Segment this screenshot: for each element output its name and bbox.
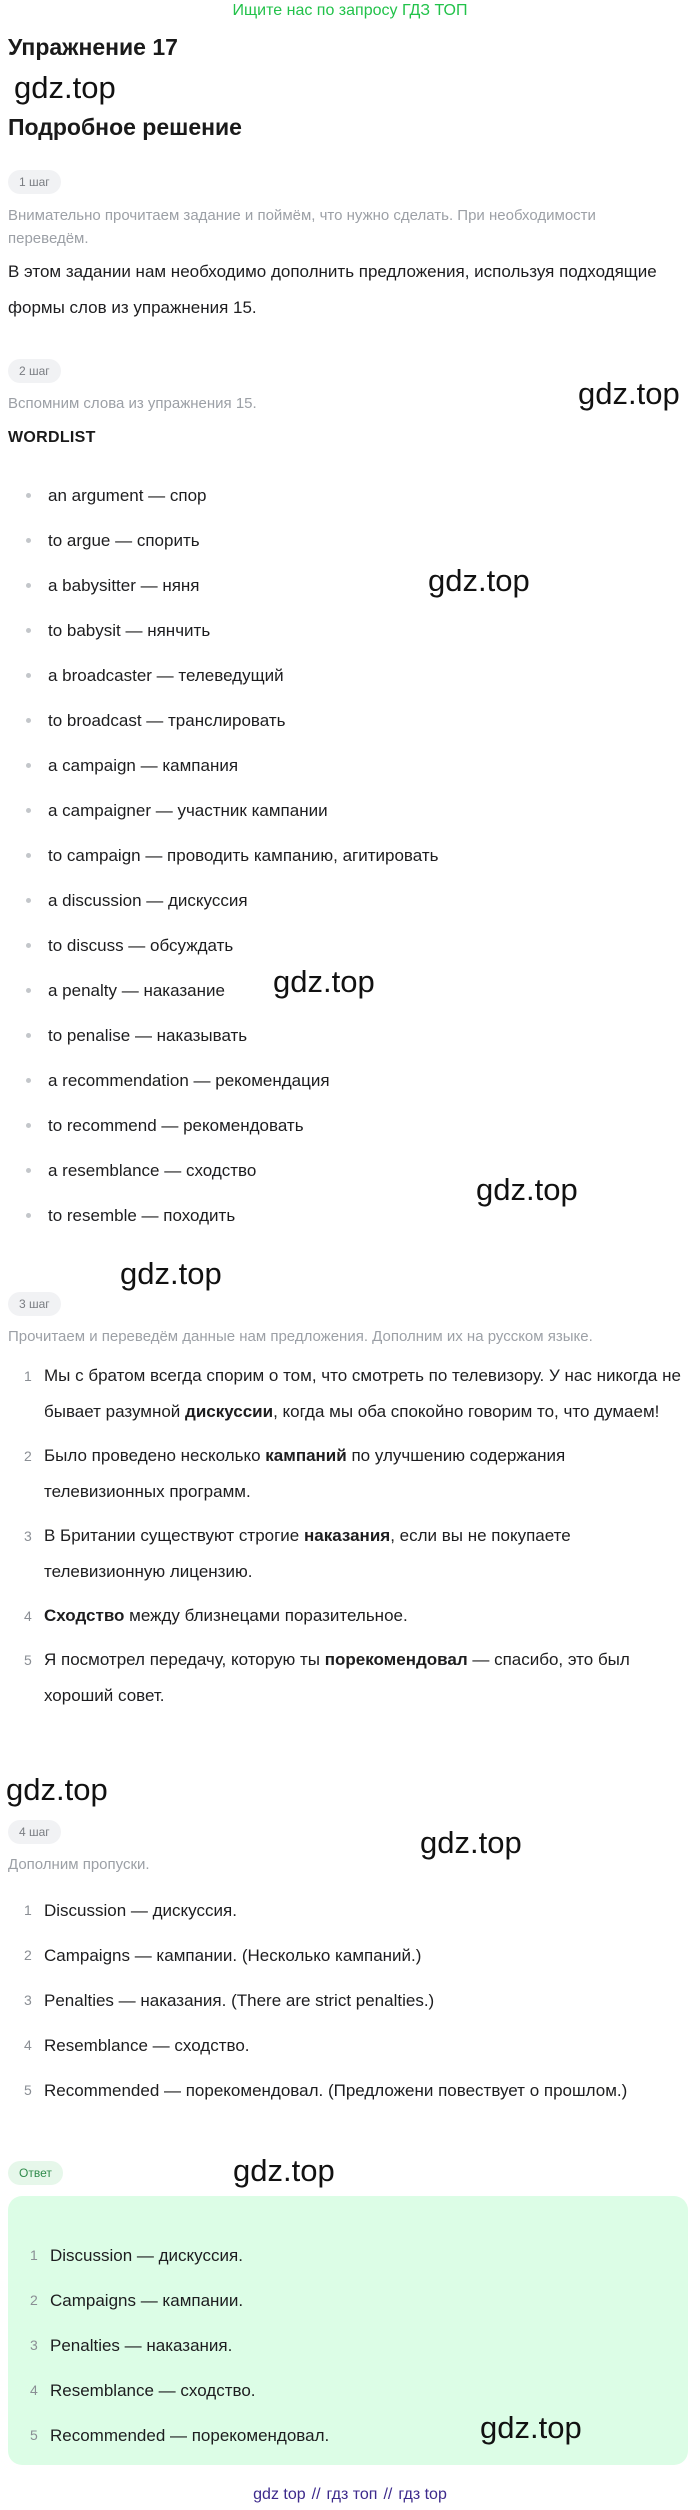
bullet-icon xyxy=(26,1213,31,1218)
step-4-answers xyxy=(0,1888,690,2113)
watermark: gdz.top xyxy=(120,1256,222,1291)
step-2-hint: Вспомним слова из упражнения 15. xyxy=(8,395,257,412)
step-4-badge: 4 шаг xyxy=(8,1820,61,1844)
search-banner[interactable]: Ищите нас по запросу ГДЗ ТОП xyxy=(232,2,468,19)
footer-link-gdz-top-ru[interactable]: гдз топ xyxy=(326,2486,378,2503)
item-number: 2 xyxy=(24,1448,32,1464)
wordlist-item xyxy=(0,653,690,698)
bullet-icon xyxy=(26,538,31,543)
solution-heading: Подробное решение xyxy=(8,114,242,140)
footer-links xyxy=(0,2483,700,2507)
item-number: 5 xyxy=(30,2427,38,2443)
step-1-badge: 1 шаг xyxy=(8,170,61,194)
bullet-icon xyxy=(26,853,31,858)
wordlist-item-text: to discuss — обсуждать xyxy=(48,936,234,955)
bullet-icon xyxy=(26,763,31,768)
sentence-answer-word: кампаний xyxy=(265,1446,347,1465)
bullet-icon xyxy=(26,628,31,633)
item-text: Discussion — дискуссия. xyxy=(44,1901,237,1920)
wordlist-item xyxy=(0,833,690,878)
step-2-badge: 2 шаг xyxy=(8,359,61,383)
fill-item xyxy=(0,2068,690,2113)
wordlist-item xyxy=(0,1193,690,1238)
item-text: Discussion — дискуссия. xyxy=(50,2246,243,2265)
bullet-icon xyxy=(26,1168,31,1173)
wordlist-item xyxy=(0,563,690,608)
sentence-answer-word: Сходство xyxy=(44,1606,125,1625)
wordlist xyxy=(0,473,690,1238)
wordlist-item-text: a discussion — дискуссия xyxy=(48,891,248,910)
wordlist-item xyxy=(0,608,690,653)
wordlist-item-text: a campaigner — участник кампании xyxy=(48,801,328,820)
watermark: gdz.top xyxy=(428,563,530,598)
step-3-hint: Прочитаем и переведём данные нам предложения. Дополним их на русском языке. xyxy=(8,1328,593,1345)
fill-item xyxy=(0,1978,690,2023)
fill-item xyxy=(0,2023,690,2068)
bullet-icon xyxy=(26,583,31,588)
sentence-text: В Британии существуют строгие xyxy=(44,1526,304,1545)
sentence-text: по улучшению содержания телевизионных программ. xyxy=(44,1446,566,1501)
item-number: 5 xyxy=(24,1652,32,1668)
item-text: Penalties — наказания. (There are strict penalties.) xyxy=(44,1991,435,2010)
wordlist-item xyxy=(0,698,690,743)
step-1-hint: Внимательно прочитаем задание и поймём, что нужно сделать. При необходимости переведём. xyxy=(8,207,596,247)
item-number: 3 xyxy=(30,2337,38,2353)
sentence-text: Было проведено несколько xyxy=(44,1446,266,1465)
wordlist-item-text: to argue — спорить xyxy=(48,531,200,550)
sentence-item xyxy=(0,1358,690,1430)
step-4-hint: Дополним пропуски. xyxy=(8,1856,150,1873)
item-text: Campaigns — кампании. xyxy=(50,2291,244,2310)
answer-list xyxy=(6,2233,696,2458)
footer-link-gdz-top-mixed[interactable]: гдз top xyxy=(398,2486,447,2503)
item-number: 4 xyxy=(30,2382,38,2398)
wordlist-item-text: a resemblance — сходство xyxy=(48,1161,257,1180)
wordlist-item xyxy=(0,923,690,968)
fill-item xyxy=(0,1933,690,1978)
watermark: gdz.top xyxy=(14,70,116,105)
fill-item xyxy=(0,1888,690,1933)
wordlist-item xyxy=(0,518,690,563)
wordlist-item-text: to babysit — нянчить xyxy=(48,621,211,640)
bullet-icon xyxy=(26,943,31,948)
page-title: Упражнение 17 xyxy=(8,34,178,60)
sentence-answer-word: дискуссии xyxy=(185,1402,274,1421)
watermark: gdz.top xyxy=(578,376,680,411)
step-3-badge: 3 шаг xyxy=(8,1292,61,1316)
item-number: 1 xyxy=(24,1368,32,1384)
answer-badge: Ответ xyxy=(8,2161,63,2185)
watermark: gdz.top xyxy=(476,1172,578,1207)
item-text: Resemblance — сходство. xyxy=(44,2036,250,2055)
sentence-text: , если вы не покупаете телевизионную лицензию. xyxy=(44,1526,571,1581)
wordlist-item xyxy=(0,743,690,788)
sentence-text: Мы с братом всегда спорим о том, что смотреть по телевизору. У нас никогда не бывает разумной xyxy=(44,1366,681,1421)
bullet-icon xyxy=(26,1078,31,1083)
wordlist-item xyxy=(0,788,690,833)
sentence-text: Я посмотрел передачу, которую ты xyxy=(44,1650,325,1669)
wordlist-item-text: an argument — спор xyxy=(48,486,207,505)
sentence-text: — спасибо, это был хороший совет. xyxy=(44,1650,630,1705)
footer-link-gdz-top[interactable]: gdz top xyxy=(253,2486,306,2503)
wordlist-item-text: to penalise — наказывать xyxy=(48,1026,248,1045)
item-number: 2 xyxy=(24,1947,32,1963)
sentence-item xyxy=(0,1642,690,1714)
item-text: Recommended — порекомендовал. xyxy=(50,2426,330,2445)
wordlist-item xyxy=(0,878,690,923)
bullet-icon xyxy=(26,808,31,813)
wordlist-item-text: a recommendation — рекомендация xyxy=(48,1071,330,1090)
bullet-icon xyxy=(26,1123,31,1128)
item-number: 4 xyxy=(24,1608,32,1624)
wordlist-item-text: to campaign — проводить кампанию, агитировать xyxy=(48,846,439,865)
wordlist-item xyxy=(0,473,690,518)
wordlist-item-text: to recommend — рекомендовать xyxy=(48,1116,304,1135)
bullet-icon xyxy=(26,988,31,993)
step-3-sentences xyxy=(0,1358,690,1722)
sentence-item xyxy=(0,1438,690,1510)
item-number: 3 xyxy=(24,1528,32,1544)
wordlist-item xyxy=(0,1103,690,1148)
item-text: Penalties — наказания. xyxy=(50,2336,233,2355)
sentence-text: , когда мы оба спокойно говорим то, что думаем! xyxy=(273,1402,660,1421)
answer-item xyxy=(6,2233,696,2278)
item-number: 4 xyxy=(24,2037,32,2053)
wordlist-item-text: a campaign — кампания xyxy=(48,756,239,775)
watermark: gdz.top xyxy=(480,2410,582,2445)
bullet-icon xyxy=(26,718,31,723)
wordlist-item xyxy=(0,1013,690,1058)
bullet-icon xyxy=(26,673,31,678)
watermark: gdz.top xyxy=(420,1825,522,1860)
item-text: Campaigns — кампании. (Несколько кампаний.) xyxy=(44,1946,422,1965)
item-number: 5 xyxy=(24,2082,32,2098)
wordlist-title: WORDLIST xyxy=(8,429,96,446)
sentence-text: между близнецами поразительное. xyxy=(124,1606,408,1625)
step-1-text: В этом задании нам необходимо дополнить предложения, используя подходящие формы слов из упражнения 15. xyxy=(8,262,657,317)
answer-item xyxy=(6,2413,696,2458)
wordlist-item-text: to resemble — походить xyxy=(48,1206,236,1225)
item-number: 1 xyxy=(24,1902,32,1918)
item-text: Recommended — порекомендовал. (Предложени повествует о прошлом.) xyxy=(44,2081,628,2100)
wordlist-item-text: a broadcaster — телеведущий xyxy=(48,666,284,685)
answer-item xyxy=(6,2278,696,2323)
wordlist-item-text: a penalty — наказание xyxy=(48,981,225,1000)
item-number: 1 xyxy=(30,2247,38,2263)
item-number: 2 xyxy=(30,2292,38,2308)
footer-separator: // xyxy=(383,2486,393,2503)
sentence-item xyxy=(0,1518,690,1590)
sentence-answer-word: наказания xyxy=(303,1526,391,1545)
sentence-item xyxy=(0,1598,690,1634)
wordlist-item xyxy=(0,1058,690,1103)
answer-item xyxy=(6,2323,696,2368)
wordlist-item xyxy=(0,1148,690,1193)
bullet-icon xyxy=(26,898,31,903)
sentence-answer-word: порекомендовал xyxy=(324,1650,468,1669)
item-text: Resemblance — сходство. xyxy=(50,2381,256,2400)
answer-item xyxy=(6,2368,696,2413)
watermark: gdz.top xyxy=(273,964,375,999)
footer-separator: // xyxy=(311,2486,321,2503)
bullet-icon xyxy=(26,493,31,498)
wordlist-item-text: to broadcast — транслировать xyxy=(48,711,286,730)
wordlist-item-text: a babysitter — няня xyxy=(48,576,200,595)
bullet-icon xyxy=(26,1033,31,1038)
watermark: gdz.top xyxy=(6,1772,108,1807)
watermark: gdz.top xyxy=(233,2153,335,2188)
item-number: 3 xyxy=(24,1992,32,2008)
